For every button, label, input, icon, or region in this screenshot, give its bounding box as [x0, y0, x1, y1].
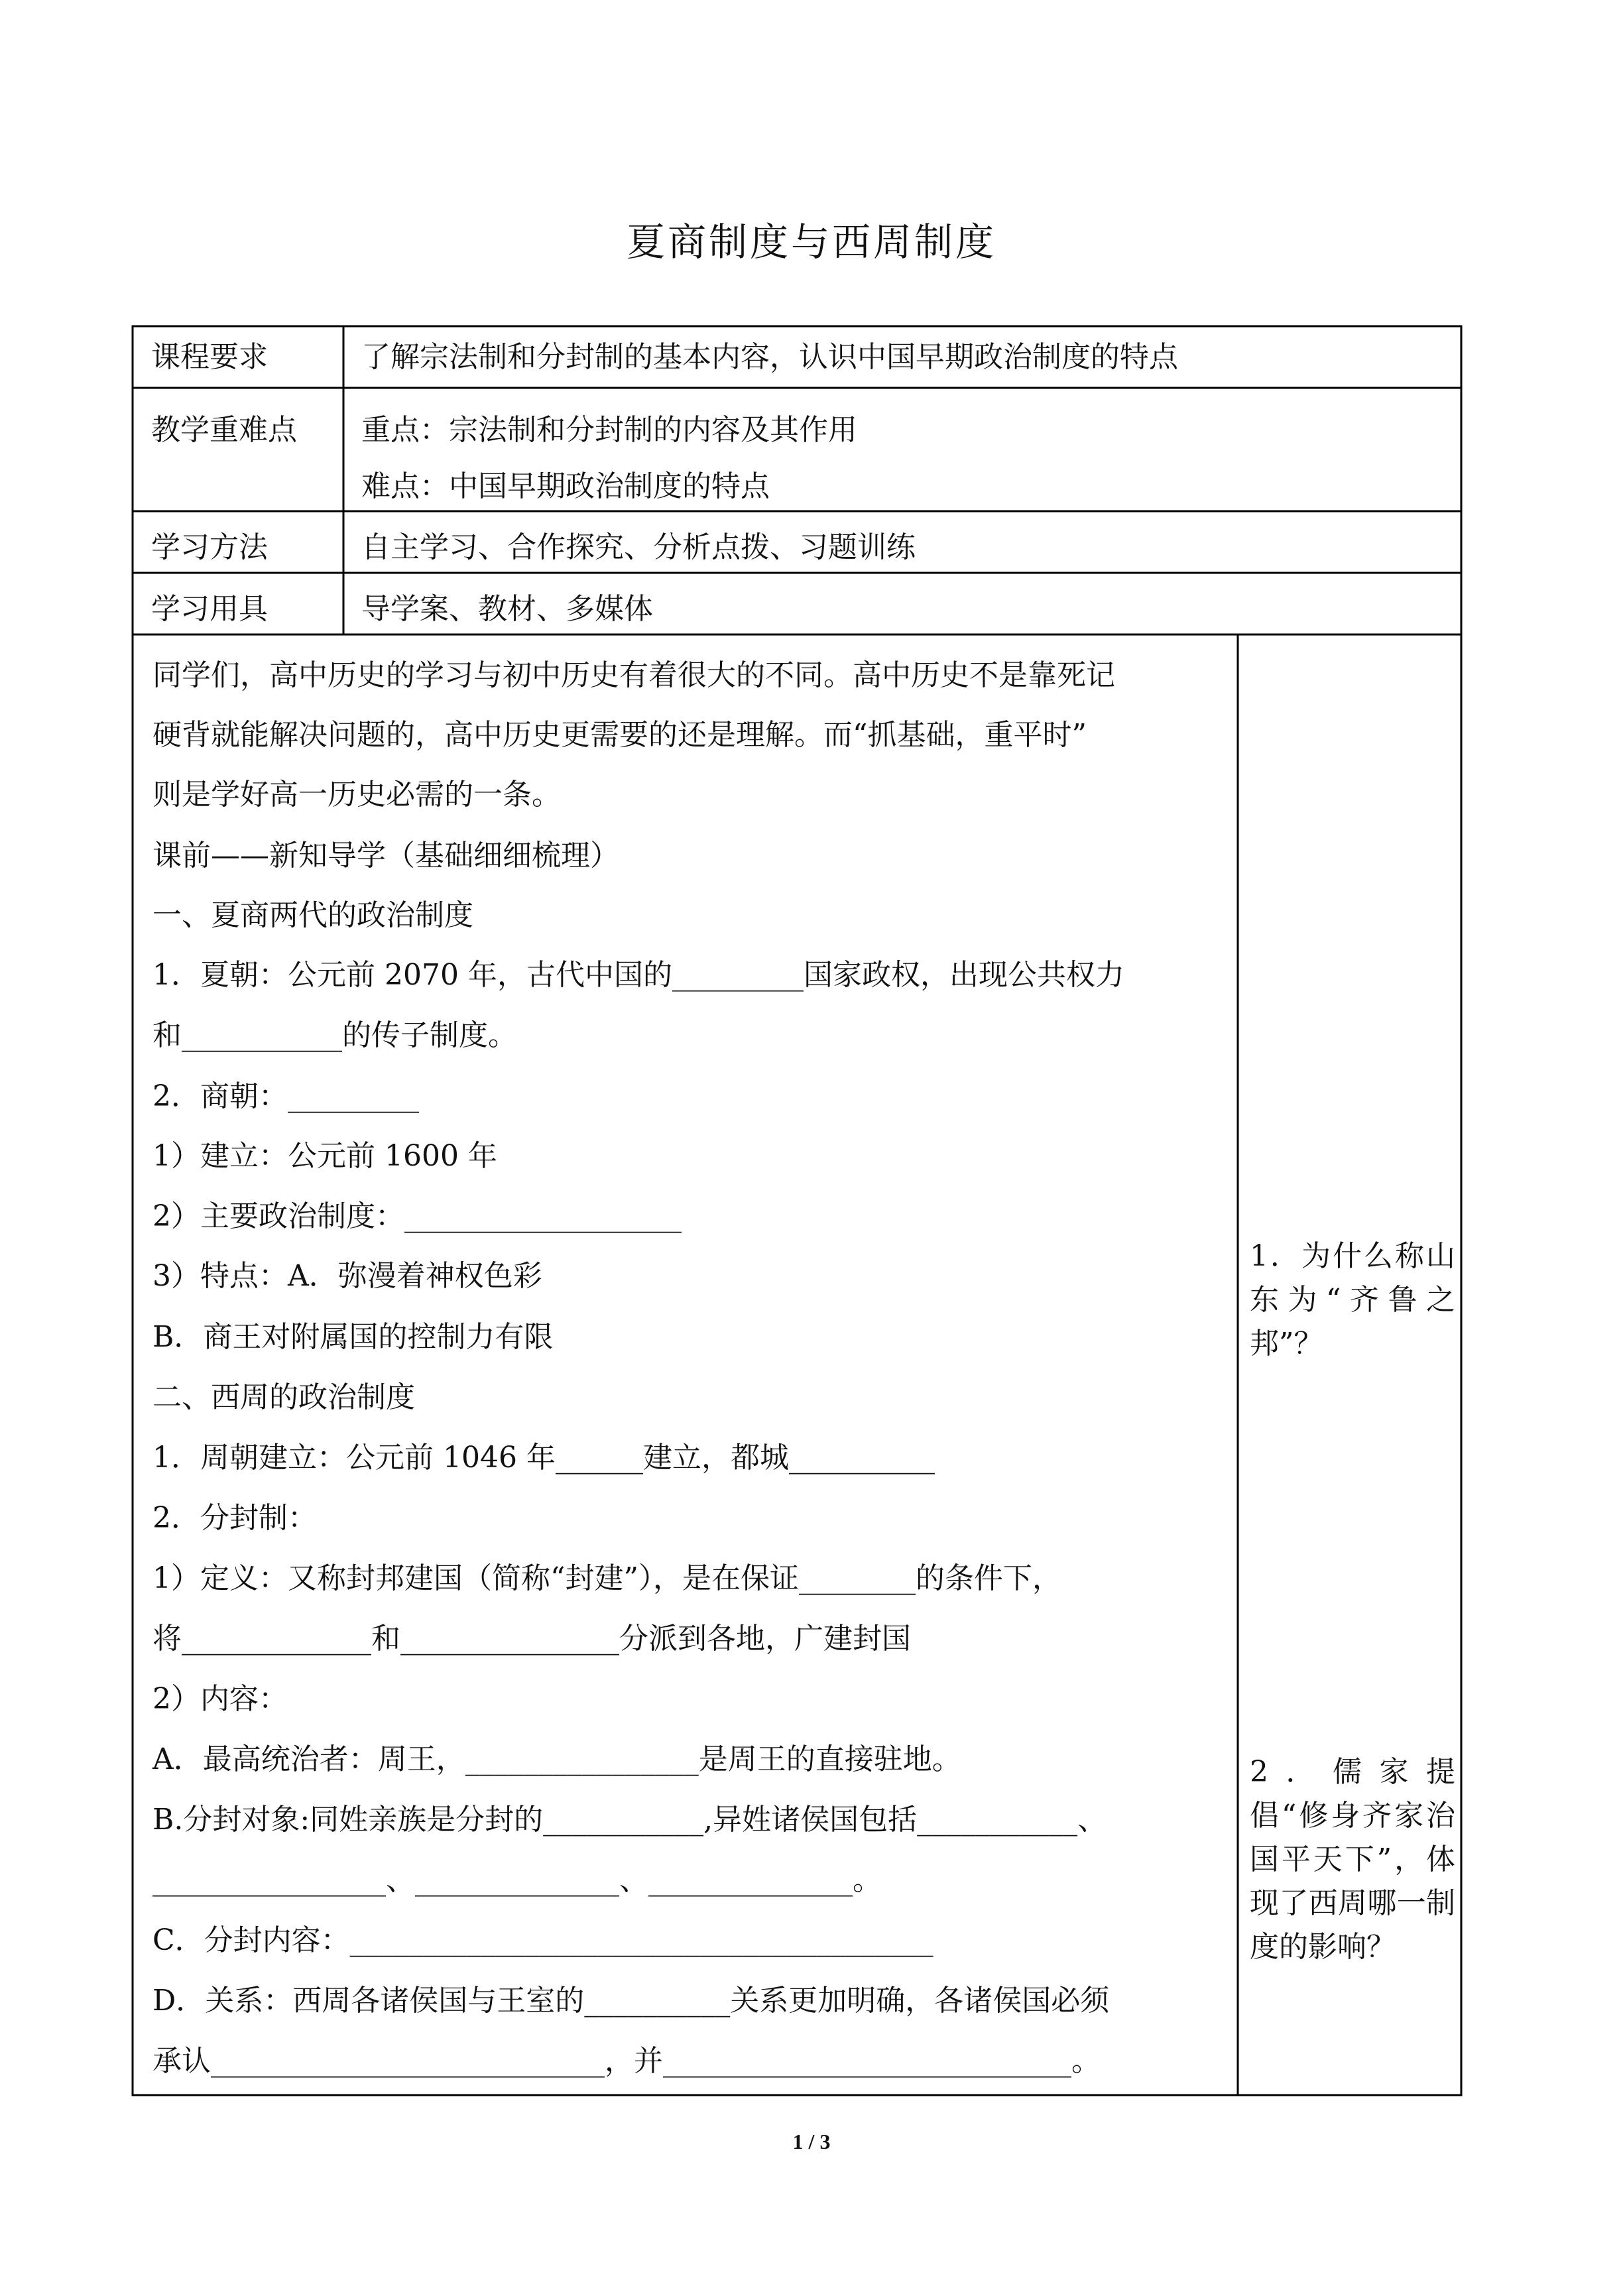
- value-study-tools: 导学案、教材、多媒体: [361, 592, 653, 626]
- main-line: 和___________的传子制度。: [152, 1018, 517, 1052]
- page-title: 夏商制度与西周制度: [626, 219, 996, 265]
- main-line: 2．分封制：: [152, 1501, 317, 1535]
- main-line: 1．夏朝：公元前 2070 年，古代中国的_________国家政权，出现公共权力: [152, 958, 1124, 992]
- main-line: 1．周朝建立：公元前 1046 年______建立，都城__________: [152, 1441, 935, 1475]
- label-course-requirement: 课程要求: [151, 340, 268, 374]
- label-key-difficulty: 教学重难点: [151, 413, 297, 447]
- main-line: 硬背就能解决问题的，高中历史更需要的还是理解。而“抓基础，重平时”: [152, 718, 1087, 752]
- side-question-2: 2．儒家提倡“修身齐家治国平天下”，体现了西周哪一制度的影响？: [1250, 1755, 1455, 1964]
- main-line: 同学们，高中历史的学习与初中历史有着很大的不同。高中历史不是靠死记: [152, 658, 1115, 692]
- main-line: 1）定义：又称封邦建国（简称“封建”），是在保证________的条件下，: [152, 1561, 1061, 1595]
- main-line: 承认___________________________，并____________________________。: [152, 2044, 1101, 2078]
- value-study-method: 自主学习、合作探究、分析点拨、习题训练: [361, 530, 916, 564]
- main-line: ________________、______________、______________。: [152, 1863, 882, 1897]
- main-line: 将_____________和_______________分派到各地，广建封国: [152, 1622, 911, 1656]
- main-line: 课前——新知导学（基础细细梳理）: [152, 839, 619, 873]
- main-line: 2）主要政治制度：___________________: [152, 1199, 682, 1233]
- value-difficulty: 难点：中国早期政治制度的特点: [361, 469, 770, 503]
- main-line: 二、西周的政治制度: [152, 1380, 415, 1414]
- main-line: 2）内容：: [152, 1682, 288, 1716]
- main-line: 3）特点：A．弥漫着神权色彩: [152, 1259, 542, 1293]
- main-line: C．分封内容：________________________________________: [152, 1923, 933, 1957]
- main-line: A．最高统治者：周王，________________是周王的直接驻地。: [152, 1742, 961, 1776]
- side-question-1: 1．为什么称山东为“齐鲁之邦”？: [1250, 1239, 1455, 1360]
- page-number: 1 / 3: [792, 2130, 831, 2153]
- main-line: B．商王对附属国的控制力有限: [152, 1320, 554, 1354]
- main-line: 1）建立：公元前 1600 年: [152, 1139, 497, 1173]
- main-line: D．关系：西周各诸侯国与王室的__________关系更加明确，各诸侯国必须: [152, 1984, 1110, 2018]
- main-line: 一、夏商两代的政治制度: [152, 898, 473, 932]
- label-study-tools: 学习用具: [151, 592, 268, 626]
- main-line: 则是学好高一历史必需的一条。: [152, 778, 561, 812]
- value-course-requirement: 了解宗法制和分封制的基本内容，认识中国早期政治制度的特点: [361, 340, 1178, 374]
- main-line: B.分封对象:同姓亲族是分封的___________,异姓诸侯国包括___________、: [152, 1803, 1107, 1837]
- value-key-point: 重点：宗法制和分封制的内容及其作用: [361, 413, 857, 447]
- main-line: 2．商朝：_________: [152, 1079, 419, 1113]
- label-study-method: 学习方法: [151, 530, 268, 564]
